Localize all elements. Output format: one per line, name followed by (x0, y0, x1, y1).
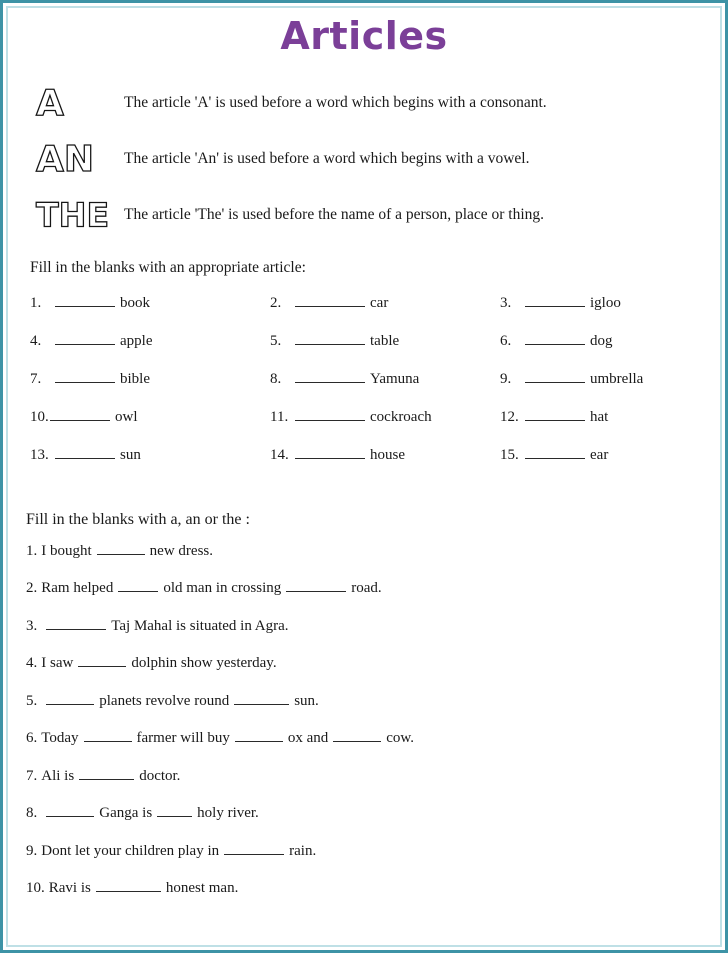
question-number: 4. (26, 655, 38, 672)
item-number: 2. (270, 294, 282, 311)
question-number: 5. (26, 692, 38, 709)
rule-text-the: The article 'The' is used before the name of a person, place or thing. (124, 205, 545, 223)
worksheet-content (8, 8, 720, 945)
question-part-3: holy river. (197, 805, 259, 822)
question-part-2: rain. (289, 842, 317, 859)
question-part-1: I saw (41, 655, 74, 672)
blank-item-11 (270, 407, 500, 426)
blank-line[interactable] (55, 445, 115, 459)
item-word: bible (120, 370, 150, 387)
question-part-3: road. (351, 580, 382, 597)
question-part-3: ox and (287, 730, 329, 747)
rule-row-a (24, 75, 704, 131)
question-part-1: I bought (41, 542, 92, 559)
question-part-1: Ravi is (48, 880, 91, 897)
table-row (30, 369, 704, 407)
question-part-2: farmer will buy (136, 730, 230, 747)
blank-line[interactable] (84, 728, 132, 742)
outline-letter-an-icon (24, 138, 124, 180)
section1-grid (30, 293, 704, 483)
question-10 (26, 878, 704, 916)
blank-line[interactable] (46, 803, 94, 817)
item-number: 14. (270, 446, 289, 463)
question-part-1: Today (41, 730, 79, 747)
question-number: 6. (26, 730, 38, 747)
item-word: apple (120, 332, 153, 349)
item-word: umbrella (590, 370, 644, 387)
item-word: hat (590, 408, 609, 425)
item-number: 5. (270, 332, 282, 349)
question-4 (26, 653, 704, 691)
blank-line[interactable] (46, 616, 106, 630)
question-part-2: honest man. (165, 880, 239, 897)
outline-letter-a-icon (24, 82, 124, 124)
svg-text:THE: THE (35, 195, 110, 235)
page-title: Articles (280, 14, 448, 58)
blank-line[interactable] (525, 293, 585, 307)
question-8 (26, 803, 704, 841)
blank-line[interactable] (295, 331, 365, 345)
blank-line[interactable] (295, 293, 365, 307)
item-number: 4. (30, 332, 42, 349)
section2-heading: Fill in the blanks with a, an or the : (26, 510, 250, 528)
question-part-1: Ali is (41, 767, 75, 784)
blank-item-8 (270, 369, 500, 388)
blank-line[interactable] (295, 445, 365, 459)
blank-item-12 (500, 407, 722, 426)
table-row (30, 445, 704, 483)
item-number: 6. (500, 332, 512, 349)
blank-item-13 (30, 445, 270, 464)
rule-text-an: The article 'An' is used before a word which begins with a vowel. (124, 149, 530, 167)
question-part-2: old man in crossing (163, 580, 282, 597)
question-number: 10. (26, 880, 45, 897)
item-number: 1. (30, 294, 42, 311)
question-part-2: dolphin show yesterday. (131, 655, 277, 672)
blank-item-3 (500, 293, 722, 312)
blank-item-9 (500, 369, 722, 388)
question-part-2: doctor. (139, 767, 181, 784)
blank-line[interactable] (55, 331, 115, 345)
blank-line[interactable] (525, 407, 585, 421)
question-5 (26, 691, 704, 729)
blank-line[interactable] (525, 331, 585, 345)
table-row (30, 293, 704, 331)
item-number: 13. (30, 446, 49, 463)
section2-questions (26, 541, 704, 916)
blank-line[interactable] (224, 841, 284, 855)
question-1 (26, 541, 704, 579)
rule-text-a: The article 'A' is used before a word which begins with a consonant. (124, 93, 547, 111)
question-number: 9. (26, 842, 38, 859)
rule-row-the (24, 187, 704, 243)
question-part-2: new dress. (149, 542, 213, 559)
blank-line[interactable] (118, 578, 158, 592)
blank-line[interactable] (295, 407, 365, 421)
question-number: 3. (26, 617, 38, 634)
blank-item-1 (30, 293, 270, 312)
item-word: sun (120, 446, 141, 463)
section1-heading: Fill in the blanks with an appropriate article: (30, 258, 306, 276)
item-number: 7. (30, 370, 42, 387)
blank-line[interactable] (234, 691, 289, 705)
item-word: table (370, 332, 400, 349)
question-part-3: sun. (294, 692, 319, 709)
table-row (30, 407, 704, 445)
item-word: cockroach (370, 408, 432, 425)
blank-line[interactable] (55, 369, 115, 383)
blank-line[interactable] (286, 578, 346, 592)
question-number: 2. (26, 580, 38, 597)
blank-line[interactable] (79, 766, 134, 780)
question-6 (26, 728, 704, 766)
blank-item-14 (270, 445, 500, 464)
blank-item-10 (30, 407, 270, 426)
question-part-2: planets revolve round (99, 692, 230, 709)
blank-item-6 (500, 331, 722, 350)
blank-line[interactable] (333, 728, 381, 742)
item-number: 3. (500, 294, 512, 311)
outline-letter-the-icon (24, 194, 124, 236)
blank-line[interactable] (525, 445, 585, 459)
question-number: 8. (26, 805, 38, 822)
blank-line[interactable] (295, 369, 365, 383)
item-word: car (370, 294, 389, 311)
blank-line[interactable] (525, 369, 585, 383)
blank-item-15 (500, 445, 722, 464)
item-word: igloo (590, 294, 621, 311)
blank-line[interactable] (235, 728, 283, 742)
item-word: book (120, 294, 150, 311)
svg-text:AN: AN (36, 138, 94, 180)
blank-line[interactable] (97, 541, 145, 555)
worksheet-frame (6, 6, 722, 947)
blank-line[interactable] (46, 691, 94, 705)
item-number: 11. (270, 408, 289, 425)
table-row (30, 331, 704, 369)
question-part-2: Taj Mahal is situated in Agra. (111, 617, 289, 634)
blank-item-7 (30, 369, 270, 388)
item-number: 12. (500, 408, 519, 425)
item-number: 10. (30, 408, 49, 425)
question-2 (26, 578, 704, 616)
blank-line[interactable] (157, 803, 192, 817)
blank-line[interactable] (78, 653, 126, 667)
item-number: 15. (500, 446, 519, 463)
item-word: owl (115, 408, 138, 425)
rules-section (24, 75, 704, 243)
question-part-2: Ganga is (99, 805, 153, 822)
item-word: dog (590, 332, 613, 349)
question-number: 7. (26, 767, 38, 784)
item-number: 9. (500, 370, 512, 387)
blank-line[interactable] (50, 407, 110, 421)
blank-item-5 (270, 331, 500, 350)
question-part-1: Ram helped (41, 580, 114, 597)
item-number: 8. (270, 370, 282, 387)
item-word: ear (590, 446, 609, 463)
question-number: 1. (26, 542, 38, 559)
question-9 (26, 841, 704, 879)
svg-text:A: A (36, 82, 64, 124)
question-7 (26, 766, 704, 804)
question-3 (26, 616, 704, 654)
item-word: house (370, 446, 405, 463)
blank-line[interactable] (55, 293, 115, 307)
blank-item-2 (270, 293, 500, 312)
question-part-1: Dont let your children play in (41, 842, 220, 859)
rule-row-an (24, 131, 704, 187)
blank-item-4 (30, 331, 270, 350)
question-part-4: cow. (386, 730, 415, 747)
item-word: Yamuna (370, 370, 420, 387)
blank-line[interactable] (96, 878, 161, 892)
